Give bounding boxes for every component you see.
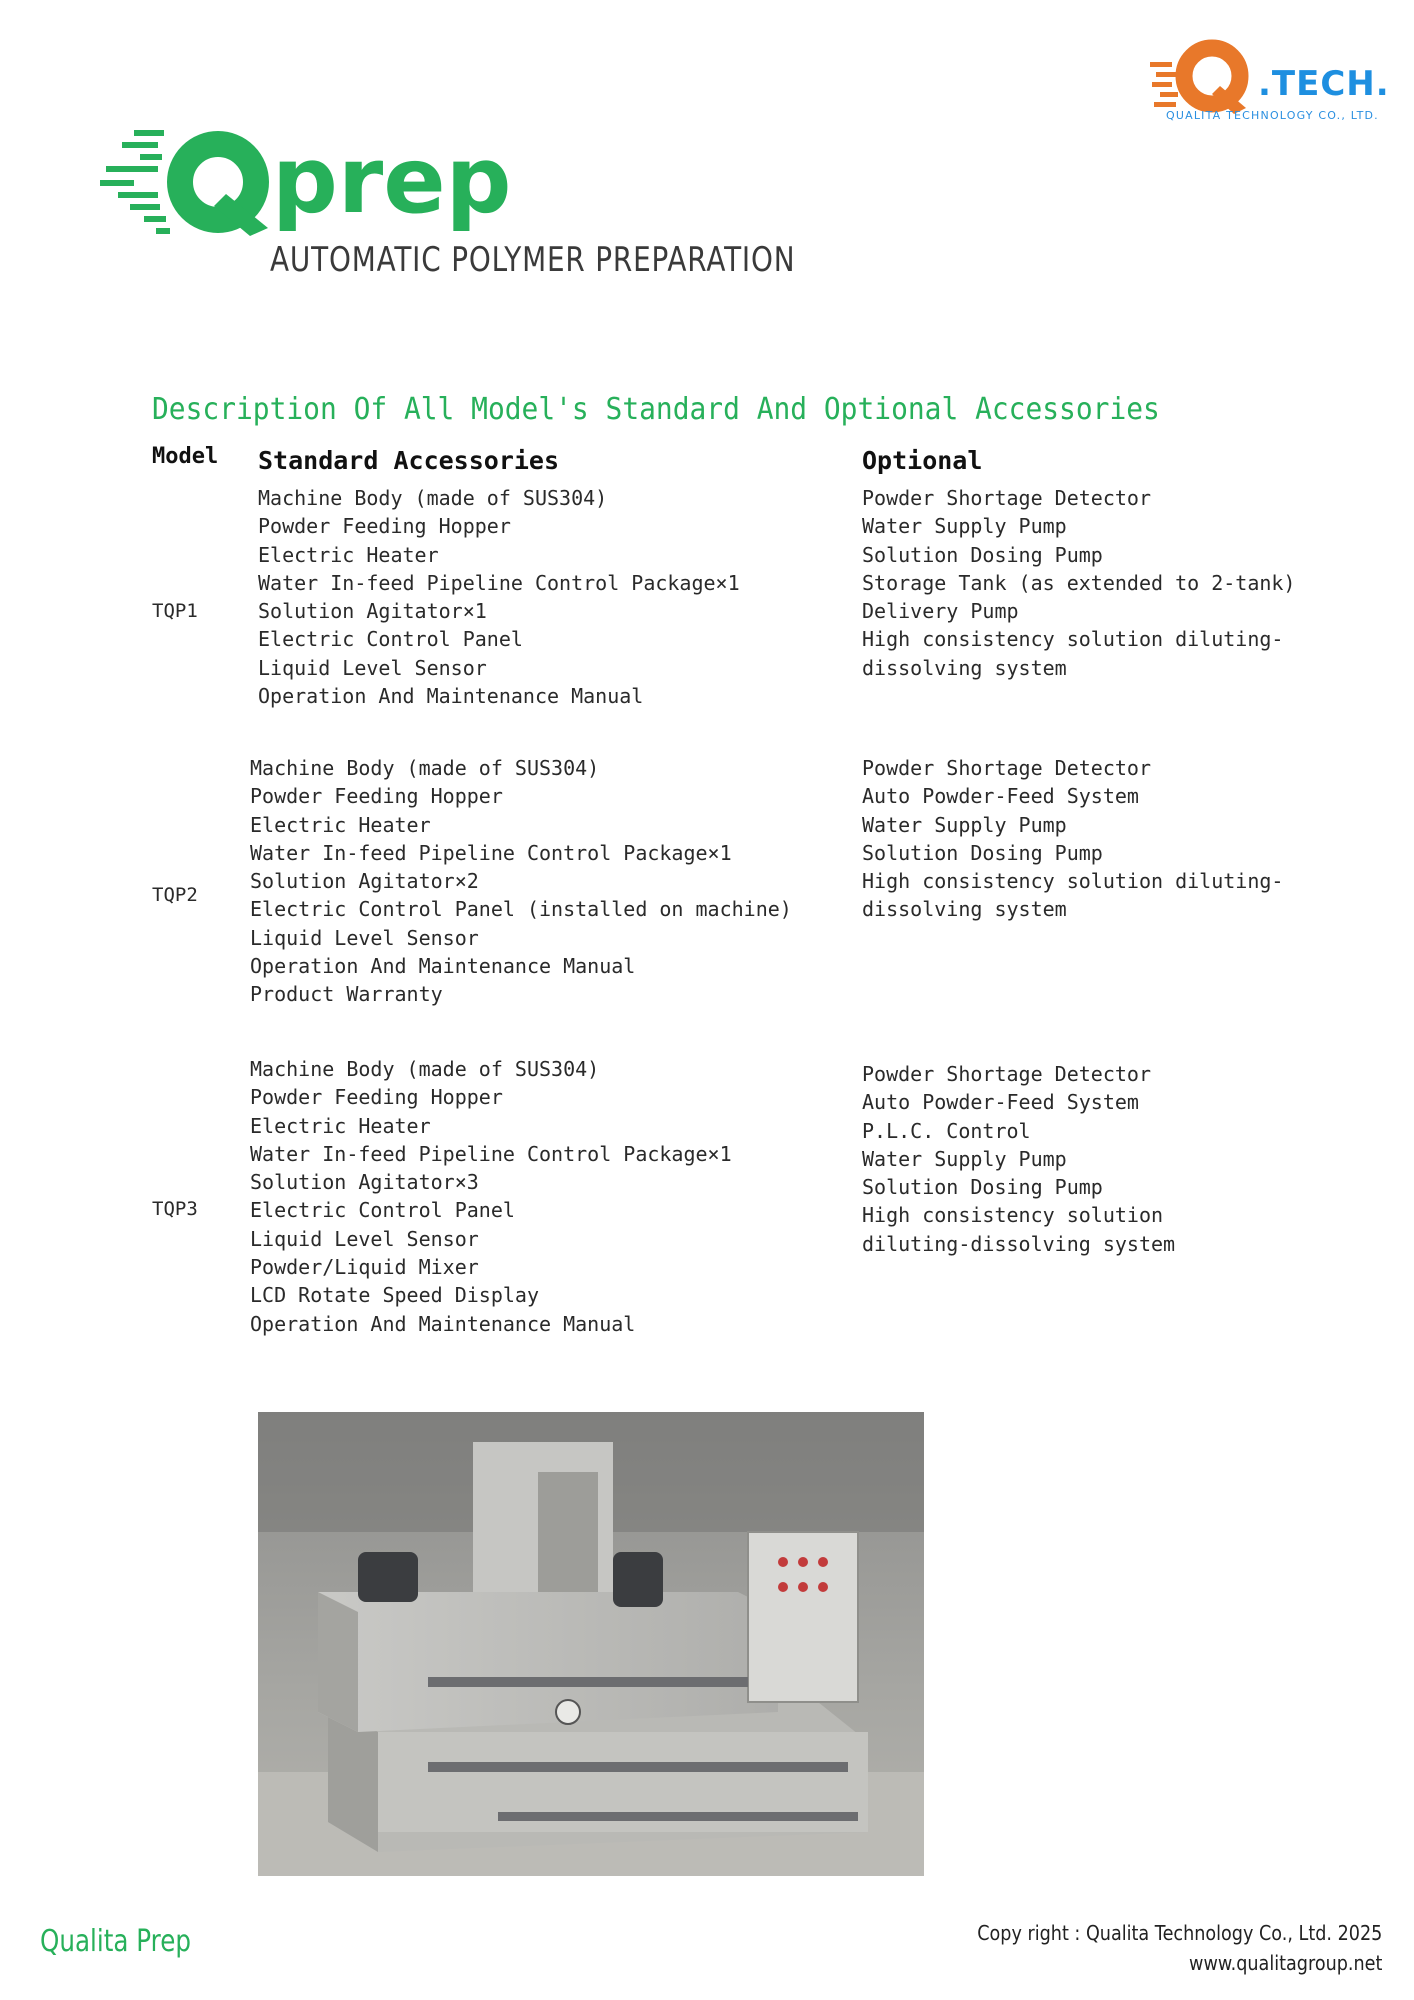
footer-brand: Qualita Prep bbox=[40, 1924, 191, 1959]
list-item: Operation And Maintenance Manual bbox=[258, 684, 644, 709]
qprep-logo-icon bbox=[100, 124, 520, 244]
list-item: Water In-feed Pipeline Control Package×1 bbox=[250, 1141, 732, 1166]
list-item: Water In-feed Pipeline Control Package×1 bbox=[250, 840, 732, 865]
list-item: Liquid Level Sensor bbox=[250, 1226, 479, 1251]
list-item: Water Supply Pump bbox=[862, 812, 1067, 837]
list-item: Water In-feed Pipeline Control Package×1 bbox=[258, 570, 740, 595]
list-item: Liquid Level Sensor bbox=[258, 655, 487, 680]
list-item: Solution Dosing Pump bbox=[862, 1175, 1103, 1200]
optional-list-tqp3 bbox=[862, 1060, 1175, 1258]
list-item: Solution Agitator×3 bbox=[250, 1170, 479, 1195]
header-model: Model bbox=[152, 444, 219, 469]
footer-website: www.qualitagroup.net bbox=[1188, 1951, 1382, 1975]
list-item: Powder Feeding Hopper bbox=[250, 784, 503, 809]
list-item: Electric Control Panel bbox=[258, 627, 523, 652]
list-item: Solution Agitator×2 bbox=[250, 869, 479, 894]
header-standard-accessories: Standard Accessories bbox=[258, 446, 560, 475]
list-item: Electric Heater bbox=[258, 542, 439, 567]
list-item: Solution Dosing Pump bbox=[862, 542, 1103, 567]
list-item: Powder Shortage Detector bbox=[862, 486, 1151, 510]
model-name-tqp3: TQP3 bbox=[152, 1198, 198, 1220]
model-name-tqp1: TQP1 bbox=[152, 600, 198, 622]
product-subtitle: AUTOMATIC POLYMER PREPARATION bbox=[270, 240, 796, 280]
list-item: Powder Shortage Detector bbox=[862, 756, 1151, 780]
list-item: dissolving system bbox=[862, 897, 1067, 922]
list-item: Electric Control Panel bbox=[250, 1198, 515, 1223]
list-item: Delivery Pump bbox=[862, 599, 1019, 624]
list-item: Liquid Level Sensor bbox=[250, 925, 479, 950]
list-item: Machine Body (made of SUS304) bbox=[250, 756, 600, 780]
qtech-company-name: QUALITA TECHNOLOGY CO., LTD. bbox=[1166, 109, 1379, 122]
list-item: LCD Rotate Speed Display bbox=[250, 1283, 539, 1308]
footer-copyright-block bbox=[977, 1918, 1382, 1978]
list-item: High consistency solution diluting- bbox=[862, 627, 1284, 652]
list-item: Storage Tank (as extended to 2-tank) bbox=[862, 570, 1296, 595]
list-item: Operation And Maintenance Manual bbox=[250, 1311, 636, 1336]
optional-list-tqp1 bbox=[862, 484, 1295, 682]
list-item: Operation And Maintenance Manual bbox=[250, 954, 636, 979]
qtech-wordmark: .TECH. bbox=[1258, 64, 1390, 104]
qprep-logo-text: prep bbox=[272, 127, 512, 234]
standard-list-tqp3 bbox=[250, 1055, 732, 1338]
list-item: Electric Heater bbox=[250, 812, 431, 837]
list-item: dissolving system bbox=[862, 655, 1067, 680]
list-item: Water Supply Pump bbox=[862, 514, 1067, 539]
list-item: Auto Powder-Feed System bbox=[862, 1090, 1139, 1115]
list-item: Auto Powder-Feed System bbox=[862, 784, 1139, 809]
list-item: Powder Shortage Detector bbox=[862, 1062, 1151, 1086]
footer-copyright: Copy right : Qualita Technology Co., Ltd. 2025 bbox=[976, 1921, 1382, 1945]
standard-list-tqp2 bbox=[250, 754, 792, 1009]
list-item: High consistency solution diluting- bbox=[862, 869, 1284, 894]
section-title: Description Of All Model's Standard And Optional Accessories bbox=[152, 392, 1160, 427]
list-item: Solution Dosing Pump bbox=[862, 840, 1103, 865]
list-item: Machine Body (made of SUS304) bbox=[258, 486, 608, 510]
list-item: Solution Agitator×1 bbox=[258, 599, 487, 624]
list-item: Powder Feeding Hopper bbox=[250, 1085, 503, 1110]
standard-list-tqp1 bbox=[258, 484, 740, 710]
product-photo bbox=[258, 1412, 924, 1876]
list-item: High consistency solution bbox=[862, 1203, 1164, 1228]
list-item: Electric Control Panel (installed on machine) bbox=[250, 897, 792, 922]
optional-list-tqp2 bbox=[862, 754, 1283, 924]
model-name-tqp2: TQP2 bbox=[152, 884, 198, 906]
list-item: Machine Body (made of SUS304) bbox=[250, 1057, 600, 1081]
list-item: Water Supply Pump bbox=[862, 1146, 1067, 1171]
list-item: Powder/Liquid Mixer bbox=[250, 1255, 479, 1280]
list-item: Powder Feeding Hopper bbox=[258, 514, 511, 539]
list-item: P.L.C. Control bbox=[862, 1118, 1031, 1143]
list-item: Product Warranty bbox=[250, 982, 443, 1007]
list-item: diluting-dissolving system bbox=[862, 1231, 1176, 1256]
header-optional: Optional bbox=[862, 446, 983, 475]
list-item: Electric Heater bbox=[250, 1113, 431, 1138]
